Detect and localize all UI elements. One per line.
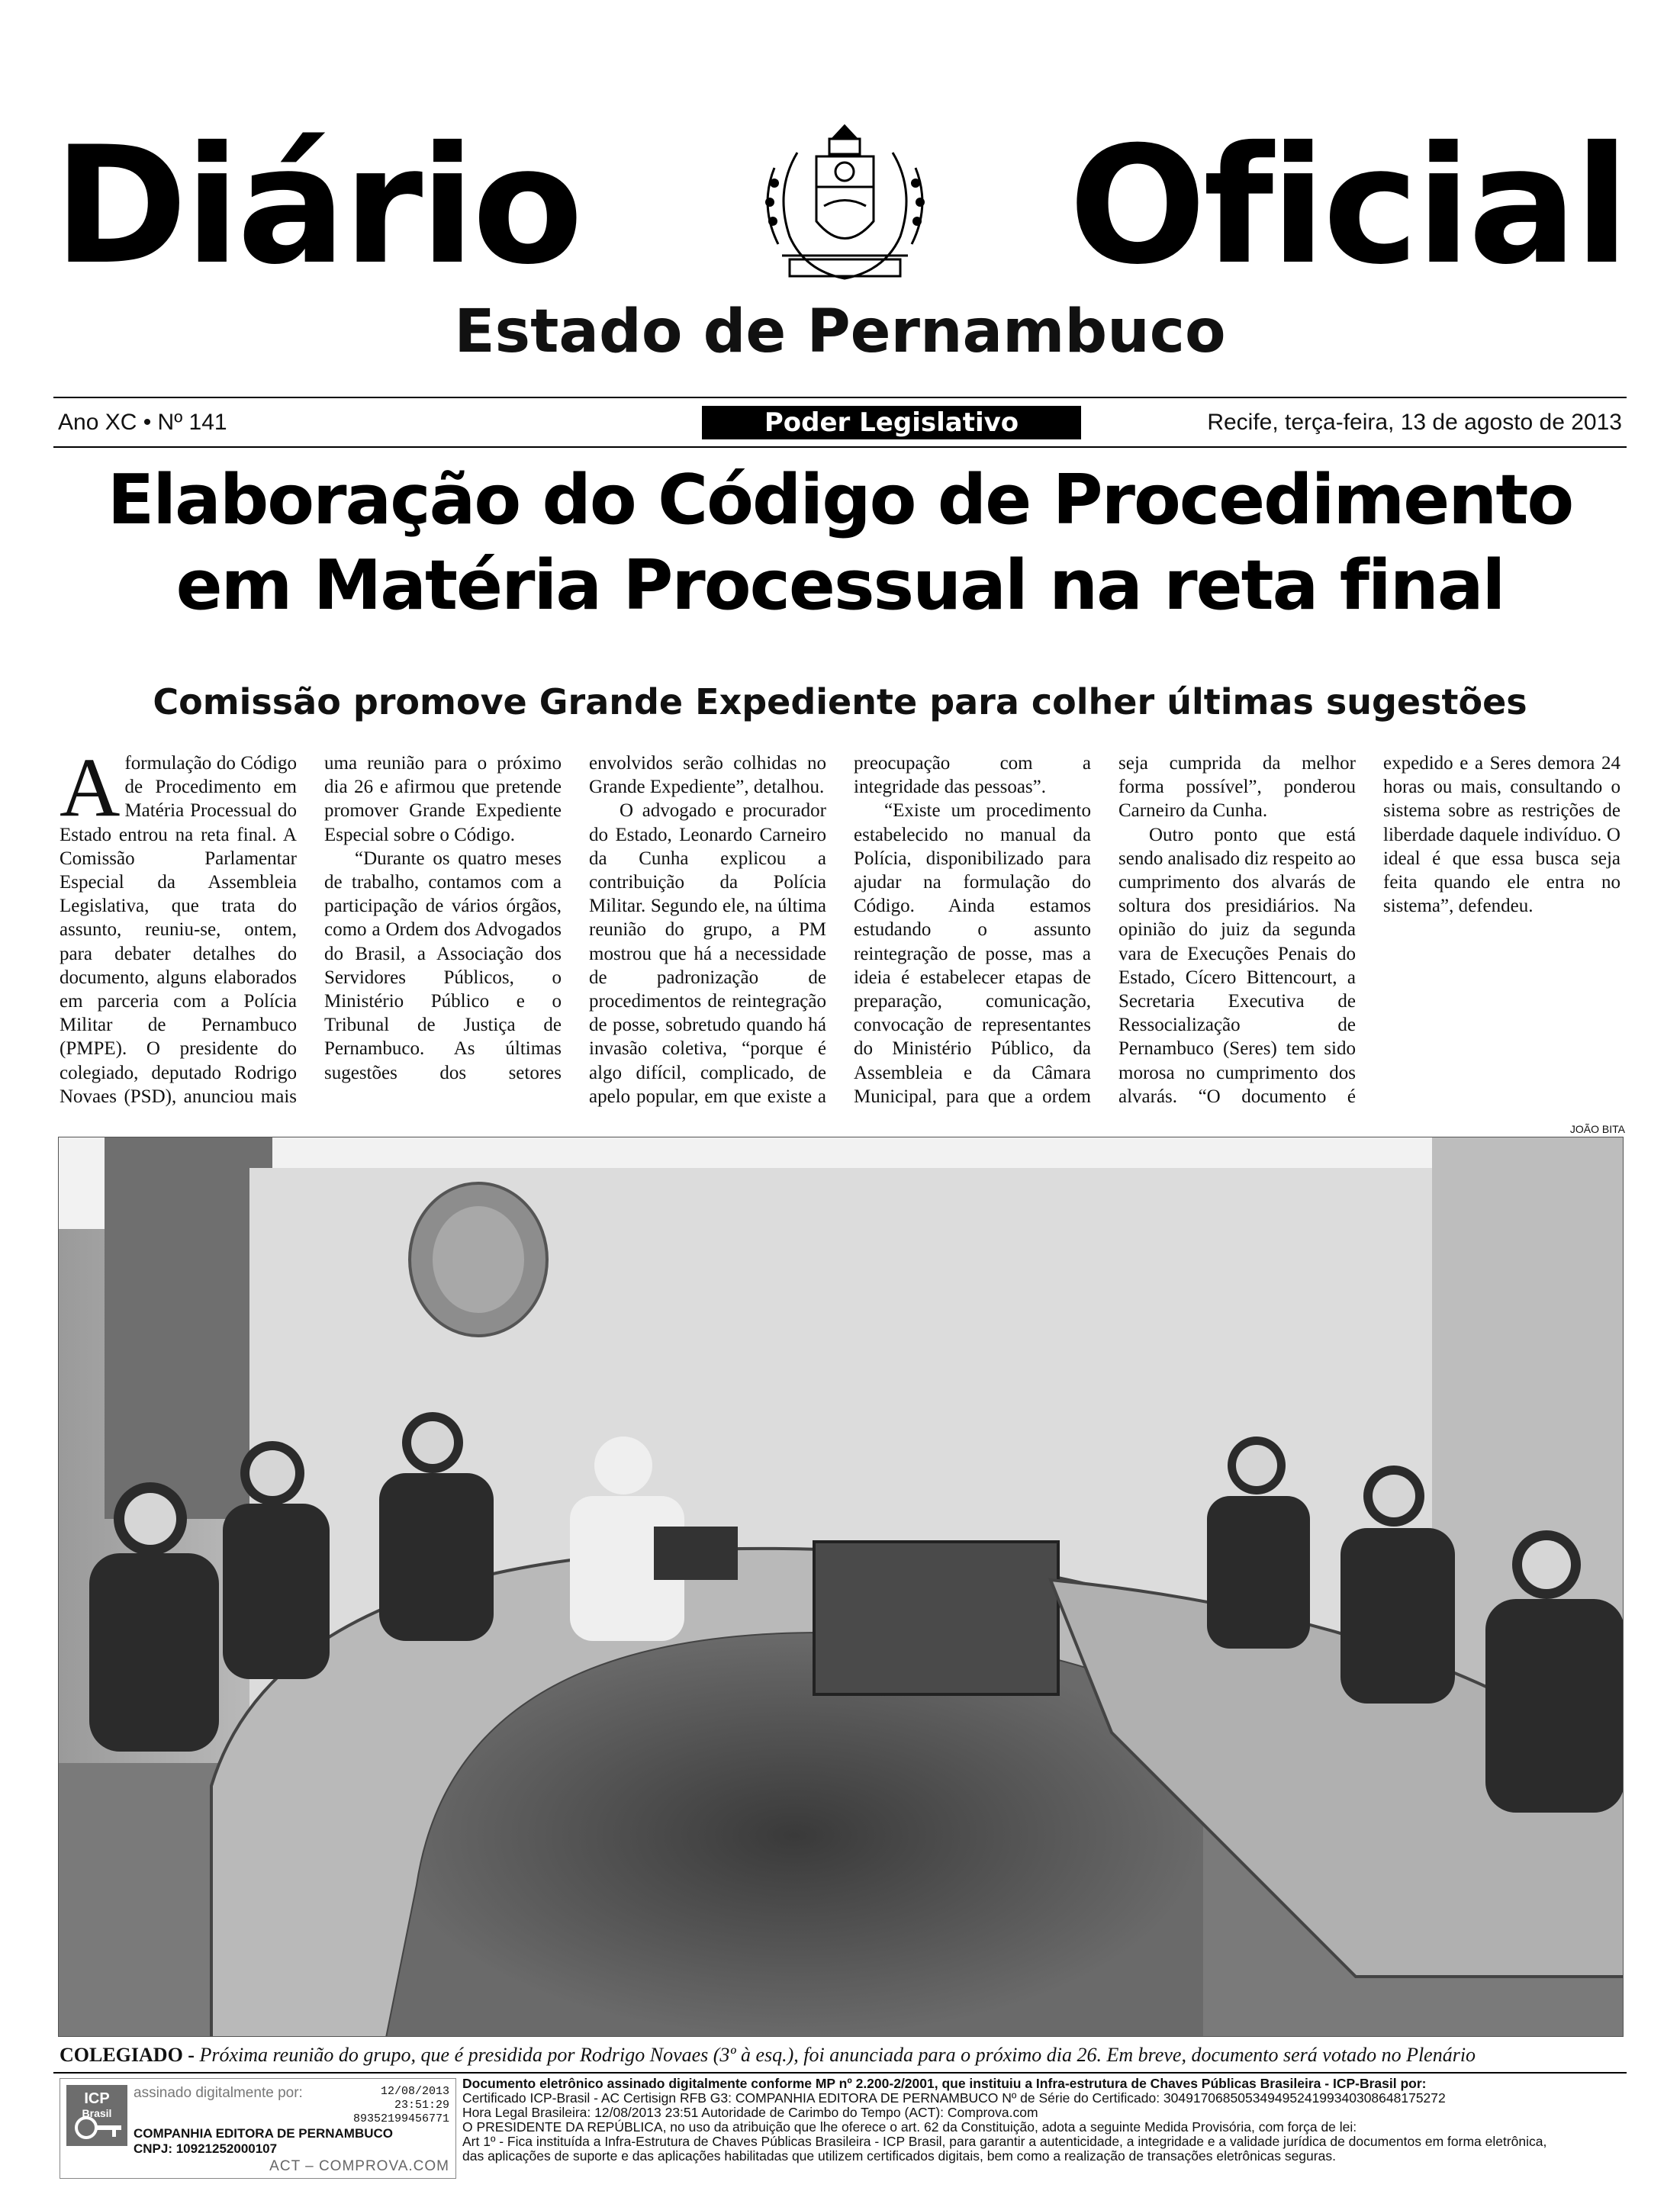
info-bar [53,403,1627,442]
paragraph: “Durante os quatro meses de trabalho, contamos com a participação de vários órgãos, como a Ordem dos Advogados do Brasil, a Associação dos Servidores Públicos, o Ministério Público e o Tribunal de Justiça de Pernambuco. As últimas sugestões dos setores envolvidos serão colhidas no Grande Expediente”, detalhou. [324,753,826,1083]
masthead-subtitle: Estado de Pernambuco [454,298,1226,366]
paragraph: “Existe um procedimento estabelecido no manual da Polícia, disponibilizado para ajudar na formulação do Código. Ainda estamos estudando o assunto reintegração de posse, mas a ideia é estabelecer etapas de preparação, comunicação, convocação de representantes do Ministério Público, da Assembleia e da Câmara Municipal, para que a ordem seja cumprida da melhor forma possível”, ponderou Carneiro da Cunha. [854,753,1356,1107]
signature-company [134,2126,393,2157]
company-cnpj: CNPJ: 10921252000107 [134,2141,278,2156]
signature-stamp [335,2085,449,2126]
meeting-photo [58,1137,1624,2037]
signature-footer: ACT – COMPROVA.COM [269,2158,449,2174]
issue-number: Ano XC • Nº 141 [58,410,227,435]
section-label: Poder Legislativo [702,406,1081,439]
certificate-line: O PRESIDENTE DA REPÚBLICA, no uso da atribuição que lhe oferece o art. 62 da Constituição, adota a seguinte Medida Provisória, com força de lei: [462,2119,1357,2135]
photo-credit: JOÃO BITA [1569,1123,1625,1135]
icp-logo-text: ICP [84,2090,110,2107]
masthead-word-diario: Diário [53,111,581,300]
paragraph-text: formulação do Código de Procedimento em Matéria Processual do Estado entrou na reta final. A Comissão Parlamentar Especial da Assembleia Legislativa, que trata do assunto, reuniu-se, ontem, para debater detalhes do documento, alguns elaborados em parceria com a Polícia Militar de Pernambuco (PMPE). O presidente do colegiado, deputado Rodrigo Novaes (PSD), anunciou mais uma reunião para o próximo dia 26 e afirmou que pretende promover Grande Expediente Especial sobre o Código. [60,753,562,1107]
bottom-rule [53,446,1627,448]
dateline: Recife, terça-feira, 13 de agosto de 2013 [1207,410,1622,435]
certificate-line: Art 1º - Fica instituída a Infra-Estrutura de Chaves Públicas Brasileira - ICP Brasil, para garantir a autenticidade, a integridade e a validade jurídica de documentos em forma eletrônica, [462,2134,1547,2149]
certificate-text [462,2077,1625,2164]
certificate-line: Certificado ICP-Brasil - AC Certisign RFB G3: COMPANHIA EDITORA DE PERNAMBUCO Nº de Série do Certificado: 30491706850534949524199340308648175272 [462,2090,1446,2106]
photo-caption [60,2041,1624,2069]
footer-rule [53,2072,1627,2074]
stamp-time: 23:51:29 [394,2099,449,2112]
digital-signature-box [60,2078,456,2179]
top-rule [53,397,1627,398]
paragraph: Outro ponto que está sendo analisado diz respeito ao cumprimento dos alvarás de soltura dos presidiários. Na opinião do juiz da segunda vara de Execuções Penais do Estado, Cícero Bittencourt, a Secretaria Executiva de Ressocialização de Pernambuco (Seres) tem sido morosa no cumprimento dos alvarás. “O documento é expedido e a Seres demora 24 horas ou mais, consultando o sistema sobre as restrições de liberdade daquele indivíduo. O ideal é que essa busca seja feita quando ele entra no sistema”, defendeu. [1118,753,1620,1107]
caption-text: Próxima reunião do grupo, que é presidida por Rodrigo Novaes (3º à esq.), foi anunciada para o próximo dia 26. Em breve, documento será votado no Plenário [199,2044,1476,2066]
stamp-serial: 89352199456771 [352,2112,449,2125]
coat-of-arms-icon [744,122,946,290]
certificate-line: das aplicações de suporte e das aplicações habilitadas que utilizem certificados digitais, bem como a realização de transações eletrônicas seguras. [462,2148,1336,2164]
certificate-line: Hora Legal Brasileira: 12/08/2013 23:51 Autoridade de Carimbo do Tempo (ACT): Comprova.com [462,2105,1038,2120]
masthead-word-oficial: Oficial [1068,111,1627,300]
signature-label: assinado digitalmente por: [134,2085,303,2101]
drop-cap: A [60,741,121,834]
icp-brasil-logo-icon [66,2085,127,2146]
headline-line-2: em Matéria Processual na reta final [175,545,1505,626]
subheadline: Comissão promove Grande Expediente para colher últimas sugestões [153,681,1527,722]
headline [53,458,1627,629]
article-body [60,741,1620,1114]
masthead [53,111,1627,366]
company-name: COMPANHIA EDITORA DE PERNAMBUCO [134,2126,394,2141]
headline-line-1: Elaboração do Código de Procedimento [107,460,1573,540]
paragraph: O advogado e procurador do Estado, Leonardo Carneiro da Cunha explicou a contribuição da Polícia Militar. Segundo ele, na última reunião do grupo, a PM mostrou que há a necessidade de padronização de procedimentos de reintegração de posse, sobretudo quando há invasão coletiva, “porque é algo difícil, complicado, de apelo popular, em que existe a preocupação com a integridade das pessoas”. [589,753,1091,1107]
certificate-title: Documento eletrônico assinado digitalmente conforme MP nº 2.200-2/2001, que instituiu a Infra-estrutura de Chaves Públicas Brasileira - ICP-Brasil por: [462,2077,1427,2091]
meeting-photo-illustration [59,1137,1624,2037]
stamp-date: 12/08/2013 [380,2085,449,2098]
icp-logo-subtext: Brasil [82,2107,112,2119]
caption-lead: COLEGIADO - [60,2044,195,2066]
